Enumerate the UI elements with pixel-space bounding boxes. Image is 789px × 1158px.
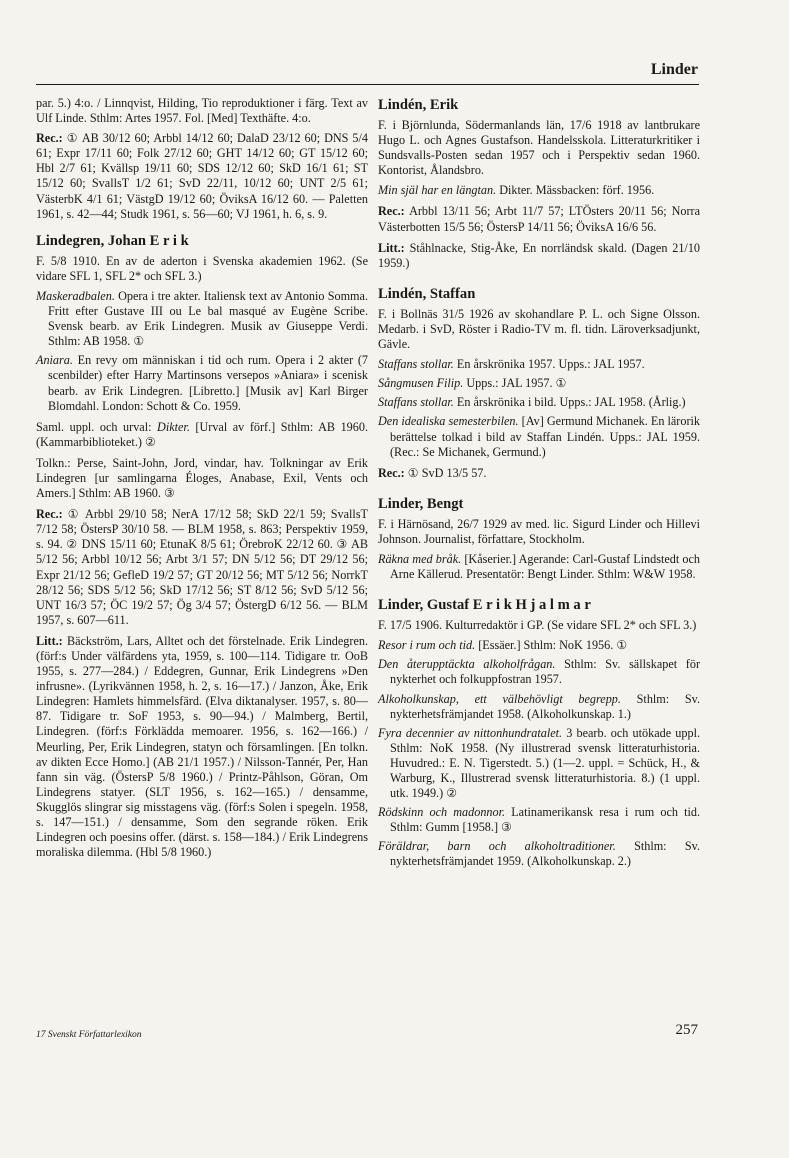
work-title: Föräldrar, barn och alkoholtraditioner. — [378, 839, 616, 854]
work-text: Sthlm: Sv. nykterhetsfrämjandet 1959. (Alkoholkunskap. 2.) — [390, 839, 701, 869]
running-head: Linder — [650, 61, 698, 78]
work-item — [378, 805, 700, 835]
work-item — [378, 692, 700, 722]
work-title: Alkoholkunskap, ett välbehövligt begrepp. — [378, 691, 621, 706]
work-title: Maskeradbalen. — [36, 288, 115, 303]
entry-title: Linder, Gustaf E r i k H j a l m a r — [378, 597, 591, 614]
work-item — [36, 289, 368, 349]
footer-signature: 17 Svenskt Författarlexikon — [36, 1030, 142, 1040]
page-number: 257 — [675, 1022, 698, 1038]
entry-linder-bengt — [378, 495, 700, 582]
reviews — [36, 507, 368, 628]
work-title: Min själ har en längtan. — [378, 183, 497, 198]
work-item — [378, 552, 700, 582]
work-text: En årskrönika 1957. Upps.: JAL 1957. — [456, 357, 645, 372]
continued-paragraph: par. 5.) 4:o. / Linnqvist, Hilding, Tio reproduktioner i färg. Text av Ulf Linde. Sthlm: Artes 1957. Fol. [Med] Texthäfte. 4:o. — [36, 96, 368, 126]
litt-text: Bäckström, Lars, Alltet och det förstelnade. Erik Lindegren. (förf:s Under välfärdens yta, 1959, s. 100—114. Tidigare tr. OoB 1955, s. 277—284.) / Eddegren, Gunnar, Erik Lindegrens »Den infrusne». (Lyrikvännen 1958, h. 2, s. 16—17.) / Janzon, Åke, Erik Lindegren: Hamlets himmelsfärd. (Elva diktanalyser. 1957, s. 80—87. Tidigare tr. SoF 1953, s. 90—94.) / Malmberg, Bertil, Lindegren. (förf:s Förklädda memoarer. 1956, s. 162—166.) / Meurling, Per, Erik Lindegren, statyn och församlingen. [En tolkn. av dikten Ecce Homo.] (AB 21/1 1957.) / Nilsson-Tannér, Per, Han fann sin väg. (ÖstersP 5/8 1960.) / Printz-Påhlson, Göran, Om Lindegrens statyer. (SLT 1956, s. 162—165.) / densamme, Skugglös slingrar sig misstagens väg. (förf:s Solen i spegeln. 1958, s. 147—151.) / densamme, Som den segrande röken. Erik Lindegren och poesins offer. (därst. s. 158—184.) / Erik Lindegrens moraliska dilemma. (Hbl 5/8 1960.) — [36, 633, 369, 860]
rec-label: Rec.: — [36, 507, 63, 522]
rec-text: ① SvD 13/5 57. — [407, 465, 487, 480]
work-item — [378, 657, 700, 687]
rec-text: ① Arbbl 29/10 58; NerA 17/12 58; SkD 22/1 59; SvallsT 7/12 58; ÖstersP 30/10 58. — BLM 1958, s. 863; Perspektiv 1959, s. 94. ② DNS 15/11 60; EtunaK 8/5 61; ÖrebroK 22/12 60. ③ AB 5/12 56; Arbbl 10/12 56; Arbt 3/1 57; DN 5/12 56; DT 29/12 56; Expr 21/12 56; GefleD 19/2 57; GT 20/12 56; MT 5/12 56; NorrkT 28/12 56; SDS 5/12 56; SkD 17/12 56; ST 8/12 56; SvD 5/12 56; UNT 16/3 57; ÖC 19/2 57; Ög 3/4 57; ÖstergD 6/12 56. — BLM 1957, s. 607—611. — [36, 507, 369, 627]
work-title: Den idealiska semesterbilen. — [378, 414, 519, 429]
collected-title: Dikter. — [157, 419, 190, 434]
reviews — [378, 204, 700, 234]
entry-lindegren — [36, 232, 368, 861]
header-rule — [36, 84, 699, 85]
entry-title: Lindén, Erik — [378, 97, 459, 113]
entry-title: Lindegren, Johan E r i k — [36, 232, 189, 249]
left-column — [36, 96, 368, 874]
entry-linder-gustaf — [378, 596, 700, 869]
entry-bio: F. 17/5 1906. Kulturredaktör i GP. (Se vidare SFL 2* och SFL 3.) — [378, 618, 697, 633]
work-text: Latinamerikansk resa i rum och tid. Sthlm: Gumm [1958.] ③ — [390, 805, 701, 835]
entry-bio: F. i Björnlunda, Södermanlands län, 17/6 1918 av lantbrukare Hugo L. och Agnes Gustafson. Handelsskola. Litteraturkritiker i Sundsvalls-Posten sedan 1957 och i Perspektiv sedan 1960. Kontorist, Ålandsbro. — [378, 118, 700, 178]
collected-works — [36, 420, 368, 450]
work-title: Rödskinn och madonnor. — [378, 805, 506, 820]
literature — [378, 241, 700, 271]
work-title: Aniara. — [36, 353, 73, 368]
work-title: Den återupptäckta alkoholfrågan. — [378, 657, 556, 672]
continued-rec-paragraph — [36, 131, 368, 222]
work-item — [378, 395, 700, 410]
work-text: Upps.: JAL 1957. ① — [466, 376, 567, 391]
work-text: En årskrönika i bild. Upps.: JAL 1958. (Årlig.) — [456, 395, 686, 410]
work-text: [Essäer.] Sthlm: NoK 1956. ① — [478, 638, 628, 653]
work-text: 3 bearb. och utökade uppl. Sthlm: NoK 1958. (Ny illustrerad svensk litteraturhistoria. Huvudred.: E. N. Tigerstedt. 5.) (1—2. uppl. = Schück, H., & Warburg, K., Illustrerad svensk litteraturhistoria. 8.) (1 uppl. utk. 1949.) ② — [390, 725, 701, 801]
work-text: [Av] Germund Michanek. En lärorik berättelse tolkad i bild av Staffan Lindén. Upps.: JAL 1959. (Rec.: Se Michanek, Germund.) — [390, 414, 700, 459]
rec-text: ① AB 30/12 60; Arbbl 14/12 60; DalaD 23/12 60; DNS 5/4 61; Expr 17/11 60; Folk 27/12 60; GHT 14/12 60; GT 15/12 60; Hbl 2/7 61; Kvällsp 19/11 60; SDS 12/12 60; SkD 16/1 61; ST 15/12 60; SvallsT 1/2 61; SvD 22/11, 10/12 60; UNT 2/5 61; VästerbK 4/1 61; VästgD 19/12 60; ÖviksA 16/12 60. — Paletten 1961, s. 42—44; Studk 1961, s. 56—60; VJ 1961, h. 6, s. 9. — [36, 131, 368, 221]
work-text: En revy om människan i tid och rum. Opera i 2 akter (7 scenbilder) efter Harry Martinsons versepos »Aniara» i scenisk bearb. av Erik Lindegren. [Libretto.] [Musik av] Karl Birger Blomdahl. London: Schott & Co. 1959. — [48, 353, 368, 413]
work-item — [378, 839, 700, 869]
work-item — [378, 414, 700, 459]
work-item — [378, 638, 700, 653]
translations: Tolkn.: Perse, Saint-John, Jord, vindar, hav. Tolkningar av Erik Lindegren [ur samlingarna Éloges, Anabase, Exil, Vents och Amers.] Sthlm: AB 1960. ③ — [36, 455, 368, 501]
rec-label: Rec.: — [378, 204, 405, 219]
litt-label: Litt.: — [378, 240, 405, 255]
rec-label: Rec.: — [378, 465, 405, 480]
work-title: Sångmusen Filip. — [378, 376, 464, 391]
work-title: Staffans stollar. — [378, 357, 454, 372]
rec-label: Rec.: — [36, 131, 63, 146]
literature — [36, 634, 368, 860]
entry-bio: F. i Bollnäs 31/5 1926 av skohandlare P. L. och Signe Olsson. Medarb. i SvD, Röster i Radio-TV m. fl. tidn. Läroverksadjunkt, Gävle. — [378, 306, 700, 352]
work-item — [36, 353, 368, 413]
work-item — [378, 357, 700, 372]
entry-linden-erik — [378, 96, 700, 271]
work-text: Sthlm: Sv. sällskapet för nykterhet och folkuppfostran 1957. — [390, 657, 701, 687]
work-title: Staffans stollar. — [378, 395, 454, 410]
work-text: Sthlm: Sv. nykterhetsfrämjandet 1958. (Alkoholkunskap. 1.) — [390, 691, 700, 721]
work-title: Fyra decennier av nittonhundratalet. — [378, 725, 563, 740]
work-text: Dikter. Mässbacken: förf. 1956. — [499, 183, 655, 198]
right-column — [378, 96, 700, 884]
entry-bio: F. 5/8 1910. En av de aderton i Svenska akademien 1962. (Se vidare SFL 1, SFL 2* och SFL 3.) — [36, 253, 368, 283]
entry-bio: F. i Härnösand, 26/7 1929 av med. lic. Sigurd Linder och Hillevi Johnson. Journalist, författare, Stockholm. — [378, 516, 700, 546]
work-item — [378, 183, 700, 198]
litt-text: Ståhlnacke, Stig-Åke, En norrländsk skald. (Dagen 21/10 1959.) — [378, 240, 701, 270]
work-item — [378, 376, 700, 391]
collected-prefix: Saml. uppl. och urval: — [36, 419, 152, 434]
work-text: Opera i tre akter. Italiensk text av Antonio Somma. Fritt efter Gustave III ou Le bal masqué av Eugène Scribe. Svensk bearb. av Erik Lindegren. Musik av Giuseppe Verdi. Sthlm: AB 1958. ① — [48, 288, 368, 349]
work-item — [378, 726, 700, 801]
collected-text: [Urval av förf.] Sthlm: AB 1960. (Kammarbiblioteket.) ② — [36, 419, 369, 449]
entry-title: Lindén, Staffan — [378, 285, 476, 302]
work-title: Resor i rum och tid. — [378, 638, 476, 653]
litt-label: Litt.: — [36, 633, 63, 648]
reviews — [378, 466, 700, 481]
rec-text: Arbbl 13/11 56; Arbt 11/7 57; LTÖsters 20/11 56; Norra Västerbotten 15/5 56; ÖstersP 14/11 56; ÖviksA 16/6 56. — [378, 204, 701, 234]
entry-linden-staffan — [378, 285, 700, 481]
work-text: [Kåserier.] Agerande: Carl-Gustaf Lindstedt och Arne Källerud. Presentatör: Bengt Linder. Sthlm: W&W 1958. — [390, 551, 701, 582]
entry-title: Linder, Bengt — [378, 495, 464, 512]
work-title: Räkna med bråk. — [378, 551, 462, 566]
